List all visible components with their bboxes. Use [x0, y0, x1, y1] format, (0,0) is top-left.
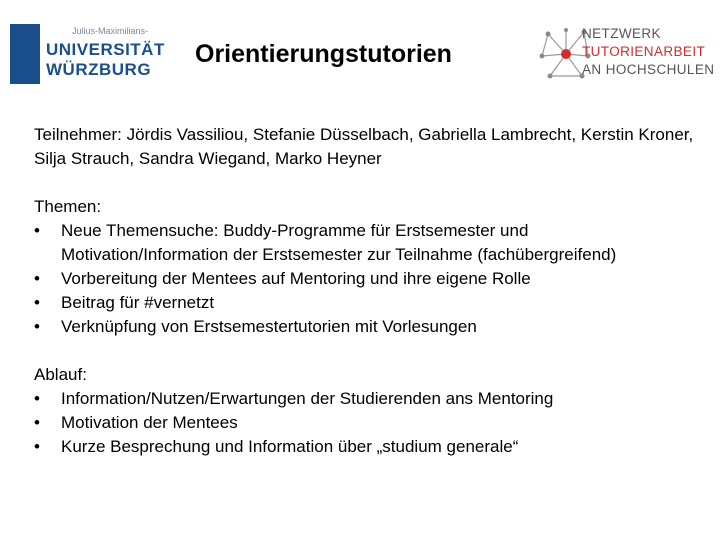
themes-label: Themen:: [34, 197, 102, 216]
process-section: [34, 363, 694, 459]
list-item-text: Motivation der Mentees: [61, 413, 238, 432]
list-item: [34, 267, 694, 291]
list-item: [34, 411, 694, 435]
themes-list: [34, 219, 694, 339]
university-logo-mark: [10, 24, 40, 84]
list-item-text: Verknüpfung von Erstsemestertutorien mit Vorlesungen: [61, 317, 477, 336]
university-logo-small-text: Julius-Maximilians-: [72, 26, 149, 36]
bullet-icon: •: [34, 389, 40, 408]
participants-text: Teilnehmer: Jördis Vassiliou, Stefanie Düsselbach, Gabriella Lambrecht, Kerstin Kroner, Silja Strauch, Sandra Wiegand, Marko Heyner: [34, 125, 694, 168]
network-logo-line2: TUTORIENARBEIT: [582, 44, 706, 59]
list-item-text: Beitrag für #vernetzt: [61, 293, 215, 312]
slide-header: [0, 0, 720, 110]
list-item: [34, 291, 694, 315]
bullet-icon: •: [34, 293, 40, 312]
list-item-text: Neue Themensuche: Buddy-Programme für Erstsemester und Motivation/Information der Erstsemester zur Teilnahme (fachübergreifend): [61, 221, 617, 264]
bullet-icon: •: [34, 413, 40, 432]
bullet-icon: •: [34, 317, 40, 336]
list-item-text: Kurze Besprechung und Information über „studium generale“: [61, 437, 519, 456]
bullet-icon: •: [34, 437, 40, 456]
list-item: [34, 387, 694, 411]
process-list: [34, 387, 694, 459]
list-item: [34, 219, 694, 267]
bullet-icon: •: [34, 221, 40, 240]
list-item-text: Vorbereitung der Mentees auf Mentoring und ihre eigene Rolle: [61, 269, 531, 288]
process-label: Ablauf:: [34, 365, 87, 384]
bullet-icon: •: [34, 269, 40, 288]
slide-title: Orientierungstutorien: [195, 40, 452, 68]
university-logo: [10, 24, 165, 86]
slide-body: [34, 123, 694, 483]
university-logo-line2: WÜRZBURG: [46, 60, 152, 79]
themes-section: [34, 195, 694, 339]
network-logo: [538, 24, 718, 84]
network-logo-line1: NETZWERK: [582, 26, 661, 41]
list-item: [34, 435, 694, 459]
list-item-text: Information/Nutzen/Erwartungen der Studierenden ans Mentoring: [61, 389, 554, 408]
university-logo-line1: UNIVERSITÄT: [46, 40, 165, 59]
network-logo-line3: AN HOCHSCHULEN: [582, 62, 715, 77]
list-item: [34, 315, 694, 339]
